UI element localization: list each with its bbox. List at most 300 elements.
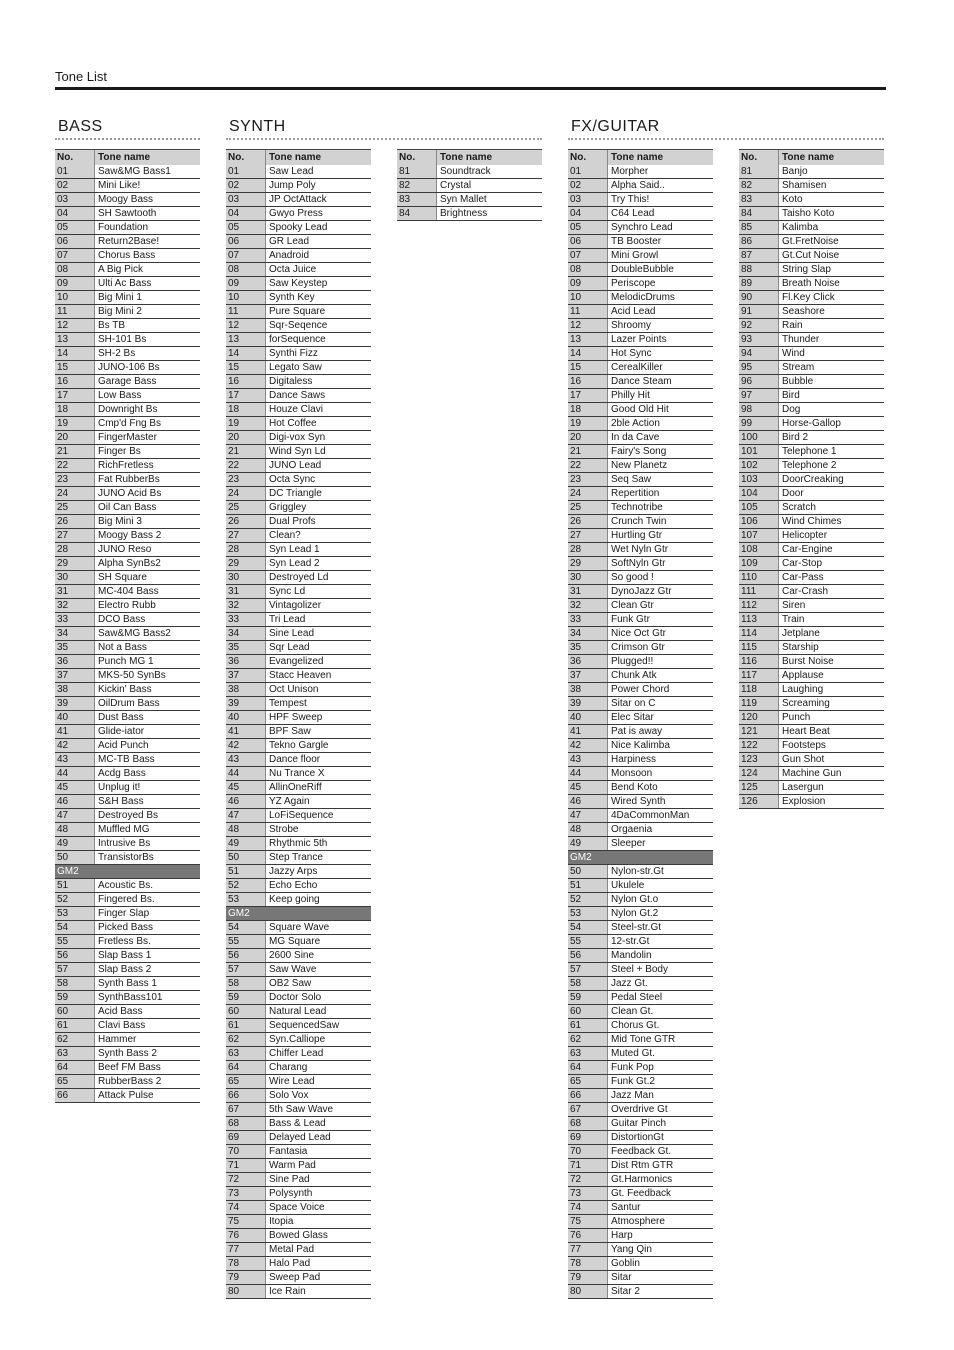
tone-name: Soundtrack — [440, 166, 491, 177]
table-row — [568, 277, 713, 291]
tone-name: Scratch — [782, 502, 816, 513]
tone-name: Dust Bass — [98, 712, 144, 723]
table-row — [739, 571, 884, 585]
tone-name: Dual Profs — [269, 516, 316, 527]
table-row — [55, 627, 200, 641]
table-row — [568, 963, 713, 977]
tone-number: 110 — [739, 571, 779, 584]
table-row — [739, 165, 884, 179]
tone-name: Sine Lead — [269, 628, 315, 639]
tone-name: Repertition — [611, 488, 660, 499]
tone-name: MelodicDrums — [611, 292, 675, 303]
tone-name: Jazz Man — [611, 1090, 654, 1101]
tone-number: 26 — [226, 515, 266, 528]
tone-name: AllinOneRiff — [269, 782, 322, 793]
tone-name: Synth Bass 1 — [98, 978, 157, 989]
tone-name: Car-Pass — [782, 572, 824, 583]
table-row — [55, 487, 200, 501]
tone-name: Mandolin — [611, 950, 652, 961]
tone-number: 125 — [739, 781, 779, 794]
tone-name: Guitar Pinch — [611, 1118, 667, 1129]
table-row — [55, 949, 200, 963]
tone-number: 79 — [226, 1271, 266, 1284]
table-row — [568, 263, 713, 277]
table-row — [226, 1117, 371, 1131]
tone-number: 25 — [226, 501, 266, 514]
table-row — [739, 557, 884, 571]
tone-number: 42 — [568, 739, 608, 752]
table-row — [739, 683, 884, 697]
table-row — [55, 333, 200, 347]
table-row — [739, 459, 884, 473]
table-row — [397, 207, 542, 221]
tone-name: Good Old Hit — [611, 404, 669, 415]
tone-number: 75 — [226, 1215, 266, 1228]
tone-name: Nu Trance X — [269, 768, 325, 779]
tone-name: Shamisen — [782, 180, 827, 191]
tone-name: Seashore — [782, 306, 825, 317]
table-row — [226, 1285, 371, 1299]
tone-number: 73 — [226, 1187, 266, 1200]
tone-name: Car-Stop — [782, 558, 823, 569]
tone-number: 102 — [739, 459, 779, 472]
tone-name: Syn Mallet — [440, 194, 487, 205]
table-row — [226, 837, 371, 851]
table-row — [568, 683, 713, 697]
tone-name: Synth Key — [269, 292, 315, 303]
table-row — [55, 515, 200, 529]
tone-number: 19 — [226, 417, 266, 430]
table-header — [397, 149, 542, 165]
table-row — [226, 963, 371, 977]
tone-name: Crimson Gtr — [611, 642, 665, 653]
tone-name: Saw Lead — [269, 166, 314, 177]
table-row — [55, 529, 200, 543]
tone-name: Acid Bass — [98, 1006, 143, 1017]
tone-number: 15 — [55, 361, 95, 374]
tone-name: Low Bass — [98, 390, 142, 401]
tone-number: 20 — [226, 431, 266, 444]
table-row — [739, 235, 884, 249]
tone-number: 06 — [55, 235, 95, 248]
table-row — [226, 1005, 371, 1019]
tone-number: 41 — [568, 725, 608, 738]
table-row — [55, 725, 200, 739]
tone-name: Jump Poly — [269, 180, 316, 191]
tone-number: 115 — [739, 641, 779, 654]
tone-number: 14 — [55, 347, 95, 360]
table-row — [568, 739, 713, 753]
table-row — [739, 193, 884, 207]
tone-number: 01 — [568, 165, 608, 178]
tone-name: Harp — [611, 1230, 633, 1241]
tone-number: 91 — [739, 305, 779, 318]
tone-name: MG Square — [269, 936, 321, 947]
tone-name: OB2 Saw — [269, 978, 312, 989]
tone-number: 62 — [55, 1033, 95, 1046]
tone-name: MC-404 Bass — [98, 586, 159, 597]
tone-name: Starship — [782, 642, 819, 653]
tone-name: Clean Gtr — [611, 600, 654, 611]
tone-number: 56 — [568, 949, 608, 962]
tone-name: RichFretless — [98, 460, 154, 471]
tone-number: 26 — [55, 515, 95, 528]
tone-name: Chunk Atk — [611, 670, 657, 681]
table-row — [226, 1019, 371, 1033]
tone-number: 95 — [739, 361, 779, 374]
tone-number: 99 — [739, 417, 779, 430]
tone-number: 123 — [739, 753, 779, 766]
table-row — [55, 907, 200, 921]
tone-name: String Slap — [782, 264, 831, 275]
tone-number: 61 — [55, 1019, 95, 1032]
tone-name: Clean? — [269, 530, 301, 541]
table-row — [226, 585, 371, 599]
tone-name: Oil Can Bass — [98, 502, 157, 513]
table-row — [568, 473, 713, 487]
tone-name: Square Wave — [269, 922, 330, 933]
table-row — [568, 1033, 713, 1047]
tone-number: 53 — [226, 893, 266, 906]
tone-number: 07 — [226, 249, 266, 262]
table-row — [568, 767, 713, 781]
tone-number: 48 — [55, 823, 95, 836]
table-row — [226, 263, 371, 277]
table-row — [739, 431, 884, 445]
tone-number: 48 — [568, 823, 608, 836]
table-row — [739, 529, 884, 543]
tone-name: Downright Bs — [98, 404, 158, 415]
tone-number: 62 — [226, 1033, 266, 1046]
table-row — [568, 501, 713, 515]
gm2-divider — [55, 865, 200, 879]
table-row — [568, 1089, 713, 1103]
tone-name: A Big Pick — [98, 264, 144, 275]
tone-number: 46 — [226, 795, 266, 808]
tone-name: Halo Pad — [269, 1258, 311, 1269]
table-row — [397, 179, 542, 193]
tone-name: Pat is away — [611, 726, 663, 737]
tone-name: New Planetz — [611, 460, 668, 471]
table-row — [226, 375, 371, 389]
tone-name: GR Lead — [269, 236, 310, 247]
tone-name: Stacc Heaven — [269, 670, 332, 681]
tone-number: 28 — [226, 543, 266, 556]
tone-number: 80 — [226, 1285, 266, 1298]
tone-name: LoFiSequence — [269, 810, 334, 821]
table-row — [226, 697, 371, 711]
table-row — [226, 347, 371, 361]
tone-number: 34 — [226, 627, 266, 640]
tone-number: 28 — [55, 543, 95, 556]
tone-number: 09 — [226, 277, 266, 290]
tone-name: Helicopter — [782, 530, 828, 541]
table-row — [739, 627, 884, 641]
tone-number: 70 — [568, 1145, 608, 1158]
tone-name: Big Mini 1 — [98, 292, 142, 303]
tone-number: 20 — [568, 431, 608, 444]
tone-name: Octa Sync — [269, 474, 316, 485]
table-row — [226, 417, 371, 431]
table-row — [226, 725, 371, 739]
table-row — [226, 543, 371, 557]
tone-name: Machine Gun — [782, 768, 842, 779]
tone-name: Nylon-str.Gt — [611, 866, 664, 877]
tone-number: 59 — [226, 991, 266, 1004]
tone-name: Fl.Key Click — [782, 292, 835, 303]
tone-name: Syn Lead 2 — [269, 558, 320, 569]
table-row — [739, 291, 884, 305]
table-row — [55, 795, 200, 809]
tone-number: 72 — [568, 1173, 608, 1186]
tone-name: SH Sawtooth — [98, 208, 157, 219]
table-row — [226, 767, 371, 781]
tone-name: Synchro Lead — [611, 222, 673, 233]
tone-number: 82 — [739, 179, 779, 192]
tone-number: 36 — [226, 655, 266, 668]
table-row — [568, 641, 713, 655]
table-row — [55, 179, 200, 193]
table-row — [739, 501, 884, 515]
tone-name: Ukulele — [611, 880, 645, 891]
tone-number: 18 — [226, 403, 266, 416]
tone-number: 06 — [568, 235, 608, 248]
tone-name: Chiffer Lead — [269, 1048, 324, 1059]
table-row — [568, 823, 713, 837]
tone-name: Sitar — [611, 1272, 632, 1283]
tone-name: Pure Square — [269, 306, 326, 317]
tone-name: SynthBass101 — [98, 992, 163, 1003]
table-row — [55, 781, 200, 795]
table-row — [568, 431, 713, 445]
table-row — [226, 935, 371, 949]
table-row — [568, 837, 713, 851]
table-row — [568, 1271, 713, 1285]
tone-name: In da Cave — [611, 432, 660, 443]
table-row — [226, 1159, 371, 1173]
tone-name: Chorus Gt. — [611, 1020, 660, 1031]
tone-name: Tempest — [269, 698, 307, 709]
table-row — [568, 795, 713, 809]
tone-number: 94 — [739, 347, 779, 360]
table-row — [568, 207, 713, 221]
tone-number: 77 — [568, 1243, 608, 1256]
table-row — [568, 235, 713, 249]
table-row — [226, 683, 371, 697]
table-row — [55, 837, 200, 851]
tone-number: 24 — [55, 487, 95, 500]
tone-number: 07 — [55, 249, 95, 262]
header-tone-name: Tone name — [782, 152, 835, 163]
tone-number: 20 — [55, 431, 95, 444]
tone-name: Space Voice — [269, 1202, 325, 1213]
table-row — [55, 851, 200, 865]
tone-name: Feedback Gt. — [611, 1146, 672, 1157]
tone-number: 55 — [226, 935, 266, 948]
tone-name: Gun Shot — [782, 754, 825, 765]
tone-name: JUNO Lead — [269, 460, 322, 471]
tone-number: 40 — [226, 711, 266, 724]
tone-number: 32 — [226, 599, 266, 612]
tone-number: 35 — [226, 641, 266, 654]
table-row — [55, 305, 200, 319]
tone-number: 38 — [55, 683, 95, 696]
tone-name: Charang — [269, 1062, 308, 1073]
table-row — [55, 767, 200, 781]
table-row — [739, 263, 884, 277]
tone-number: 35 — [55, 641, 95, 654]
table-row — [55, 459, 200, 473]
table-row — [226, 431, 371, 445]
table-row — [226, 459, 371, 473]
table-row — [739, 417, 884, 431]
table-row — [55, 193, 200, 207]
table-row — [226, 809, 371, 823]
tone-number: 03 — [226, 193, 266, 206]
tone-number: 76 — [568, 1229, 608, 1242]
tone-name: Telephone 2 — [782, 460, 837, 471]
tone-name: Lasergun — [782, 782, 824, 793]
tone-name: SH-2 Bs — [98, 348, 136, 359]
tone-number: 59 — [568, 991, 608, 1004]
tone-number: 54 — [568, 921, 608, 934]
tone-table-synth-1 — [226, 149, 371, 1299]
tone-name: Nylon Gt.2 — [611, 908, 659, 919]
table-row — [55, 557, 200, 571]
table-row — [568, 1187, 713, 1201]
tone-name: Taisho Koto — [782, 208, 835, 219]
tone-number: 65 — [55, 1075, 95, 1088]
tone-number: 51 — [55, 879, 95, 892]
tone-name: Sqr Lead — [269, 642, 310, 653]
table-row — [739, 767, 884, 781]
table-row — [226, 473, 371, 487]
tone-name: Gt.FretNoise — [782, 236, 839, 247]
table-row — [55, 1061, 200, 1075]
table-row — [55, 977, 200, 991]
table-row — [55, 431, 200, 445]
tone-number: 82 — [397, 179, 437, 192]
table-row — [568, 1159, 713, 1173]
tone-number: 93 — [739, 333, 779, 346]
tone-name: Jazz Gt. — [611, 978, 648, 989]
table-row — [739, 333, 884, 347]
tone-name: Overdrive Gt — [611, 1104, 668, 1115]
table-row — [226, 991, 371, 1005]
tone-number: 57 — [568, 963, 608, 976]
tone-number: 42 — [226, 739, 266, 752]
tone-name: Unplug it! — [98, 782, 141, 793]
table-row — [226, 1033, 371, 1047]
table-row — [226, 445, 371, 459]
tone-number: 08 — [55, 263, 95, 276]
table-row — [55, 599, 200, 613]
tone-name: DoorCreaking — [782, 474, 844, 485]
table-row — [226, 403, 371, 417]
tone-name: SoftNyln Gtr — [611, 558, 666, 569]
tone-number: 13 — [55, 333, 95, 346]
tone-name: Electro Rubb — [98, 600, 156, 611]
tone-name: Screaming — [782, 698, 830, 709]
tone-number: 24 — [226, 487, 266, 500]
tone-name: Train — [782, 614, 805, 625]
tone-table-synth-2 — [397, 149, 542, 221]
table-row — [55, 739, 200, 753]
table-row — [568, 935, 713, 949]
tone-name: Echo Echo — [269, 880, 318, 891]
tone-number: 01 — [55, 165, 95, 178]
tone-number: 39 — [55, 697, 95, 710]
tone-number: 63 — [55, 1047, 95, 1060]
tone-name: Synth Bass 2 — [98, 1048, 157, 1059]
table-row — [226, 753, 371, 767]
tone-name: Vintagolizer — [269, 600, 322, 611]
tone-number: 74 — [568, 1201, 608, 1214]
table-row — [739, 613, 884, 627]
tone-number: 37 — [55, 669, 95, 682]
tone-name: Doctor Solo — [269, 992, 322, 1003]
tone-number: 63 — [226, 1047, 266, 1060]
table-row — [568, 753, 713, 767]
tone-number: 108 — [739, 543, 779, 556]
tone-name: Sweep Pad — [269, 1272, 321, 1283]
tone-number: 16 — [226, 375, 266, 388]
tone-name: Foundation — [98, 222, 149, 233]
tone-number: 56 — [55, 949, 95, 962]
table-header — [226, 149, 371, 165]
table-row — [226, 977, 371, 991]
tone-number: 83 — [397, 193, 437, 206]
table-row — [568, 949, 713, 963]
tone-name: Gt.Harmonics — [611, 1174, 673, 1185]
tone-name: FingerMaster — [98, 432, 157, 443]
tone-name: Thunder — [782, 334, 820, 345]
tone-number: 111 — [739, 585, 779, 598]
table-row — [226, 641, 371, 655]
tone-number: 56 — [226, 949, 266, 962]
tone-name: TransistorBs — [98, 852, 154, 863]
tone-name: Shroomy — [611, 320, 652, 331]
tone-name: Moogy Bass 2 — [98, 530, 162, 541]
tone-number: 19 — [568, 417, 608, 430]
tone-number: 03 — [55, 193, 95, 206]
tone-name: Gt.Cut Noise — [782, 250, 840, 261]
tone-name: YZ Again — [269, 796, 310, 807]
tone-table-fxguitar-1 — [568, 149, 713, 1299]
table-row — [568, 1257, 713, 1271]
tone-name: Steel + Body — [611, 964, 668, 975]
tone-number: 50 — [568, 865, 608, 878]
tone-name: DistortionGt — [611, 1132, 664, 1143]
tone-name: Sitar on C — [611, 698, 656, 709]
tone-name: TB Booster — [611, 236, 662, 247]
table-row — [55, 165, 200, 179]
tone-number: 30 — [226, 571, 266, 584]
tone-name: Periscope — [611, 278, 656, 289]
tone-number: 38 — [568, 683, 608, 696]
tone-number: 101 — [739, 445, 779, 458]
tone-number: 67 — [568, 1103, 608, 1116]
table-row — [397, 193, 542, 207]
table-row — [55, 655, 200, 669]
tone-number: 39 — [226, 697, 266, 710]
tone-number: 09 — [55, 277, 95, 290]
tone-number: 13 — [226, 333, 266, 346]
tone-name: 2ble Action — [611, 418, 660, 429]
table-row — [568, 865, 713, 879]
table-row — [568, 1075, 713, 1089]
tone-number: 10 — [55, 291, 95, 304]
